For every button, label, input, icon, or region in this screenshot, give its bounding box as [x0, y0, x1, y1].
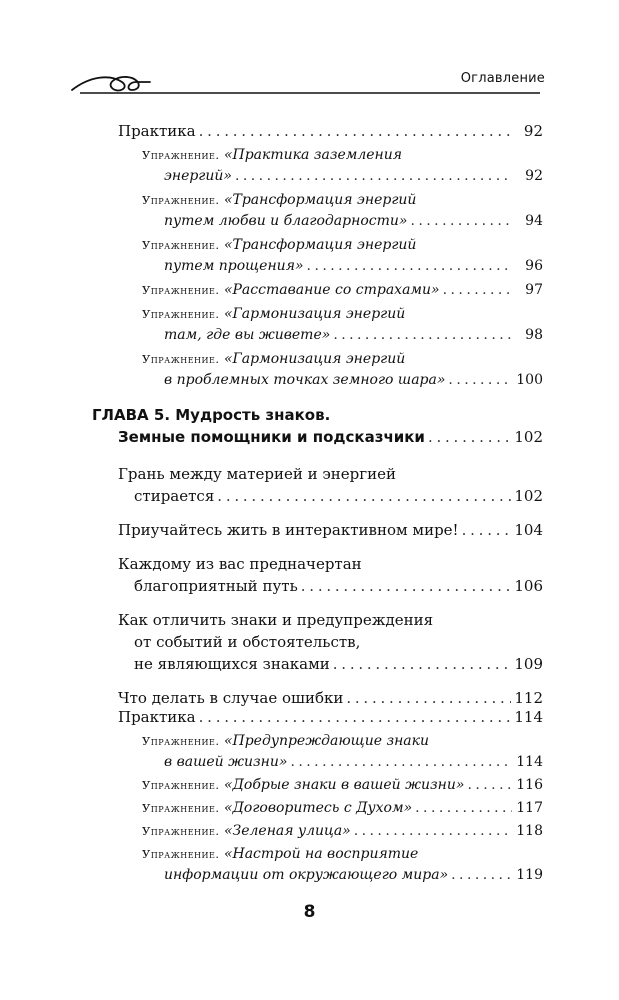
toc-entry-section[interactable]: Грань между материей и энергией стирается . . . 102: [118, 463, 543, 507]
toc-entry-exercise[interactable]: Упражнение. «Добрые знаки в вашей жизни» . . . 116: [118, 775, 543, 796]
toc-entry-exercise[interactable]: Упражнение. «Гармонизация энергий в проблемных точках земного шара» . . . 100: [118, 349, 543, 391]
toc-entry-exercise[interactable]: Упражнение. «Зеленая улица» . . . 118: [118, 821, 543, 842]
toc-block-practice-2: [118, 706, 543, 886]
toc-block-sections: [118, 463, 543, 709]
toc-entry-practice[interactable]: Практика . . . 114: [118, 706, 543, 728]
toc-entry-practice[interactable]: Практика . . . 92: [118, 120, 543, 142]
toc-entry-section[interactable]: Приучайтесь жить в интерактивном мире! . . . 104: [118, 519, 543, 541]
toc-entry-exercise[interactable]: Упражнение. «Предупреждающие знаки в вашей жизни» . . . 114: [118, 731, 543, 773]
page-number: 8: [303, 902, 316, 922]
toc-entry-exercise[interactable]: Упражнение. «Договоритесь с Духом» . . . 117: [118, 798, 543, 819]
toc-entry-exercise[interactable]: Упражнение. «Трансформация энергий путем любви и благодарности» . . . 94: [118, 190, 543, 232]
toc-entry-exercise[interactable]: Упражнение. «Настрой на восприятие информации от окружающего мира» . . . 119: [118, 844, 543, 886]
chapter-title: ГЛАВА 5. Мудрость знаков.: [92, 406, 331, 424]
running-header: [70, 66, 550, 102]
chapter-subtitle: Земные помощники и подсказчики: [118, 428, 425, 446]
toc-entry-section[interactable]: Каждому из вас предначертан благоприятный путь . . . 106: [118, 553, 543, 597]
toc-chapter-5[interactable]: ГЛАВА 5. Мудрость знаков. Земные помощники и подсказчики . . . 102: [92, 404, 543, 448]
toc-entry-section[interactable]: Что делать в случае ошибки . . . 112: [118, 687, 543, 709]
running-title: Оглавление: [460, 71, 545, 86]
toc-entry-exercise[interactable]: Упражнение. «Практика заземления энергий» . . . 92: [118, 145, 543, 187]
toc-entry-exercise[interactable]: Упражнение. «Трансформация энергий путем прощения» . . . 96: [118, 235, 543, 277]
toc-block-practice-1: [118, 120, 543, 391]
toc-entry-exercise[interactable]: Упражнение. «Гармонизация энергий там, где вы живете» . . . 98: [118, 304, 543, 346]
toc-entry-exercise[interactable]: Упражнение. «Расставание со страхами» . . . 97: [118, 280, 543, 301]
toc-entry-section[interactable]: Как отличить знаки и предупреждения от событий и обстоятельств, не являющихся знаками . . . 109: [118, 609, 543, 675]
